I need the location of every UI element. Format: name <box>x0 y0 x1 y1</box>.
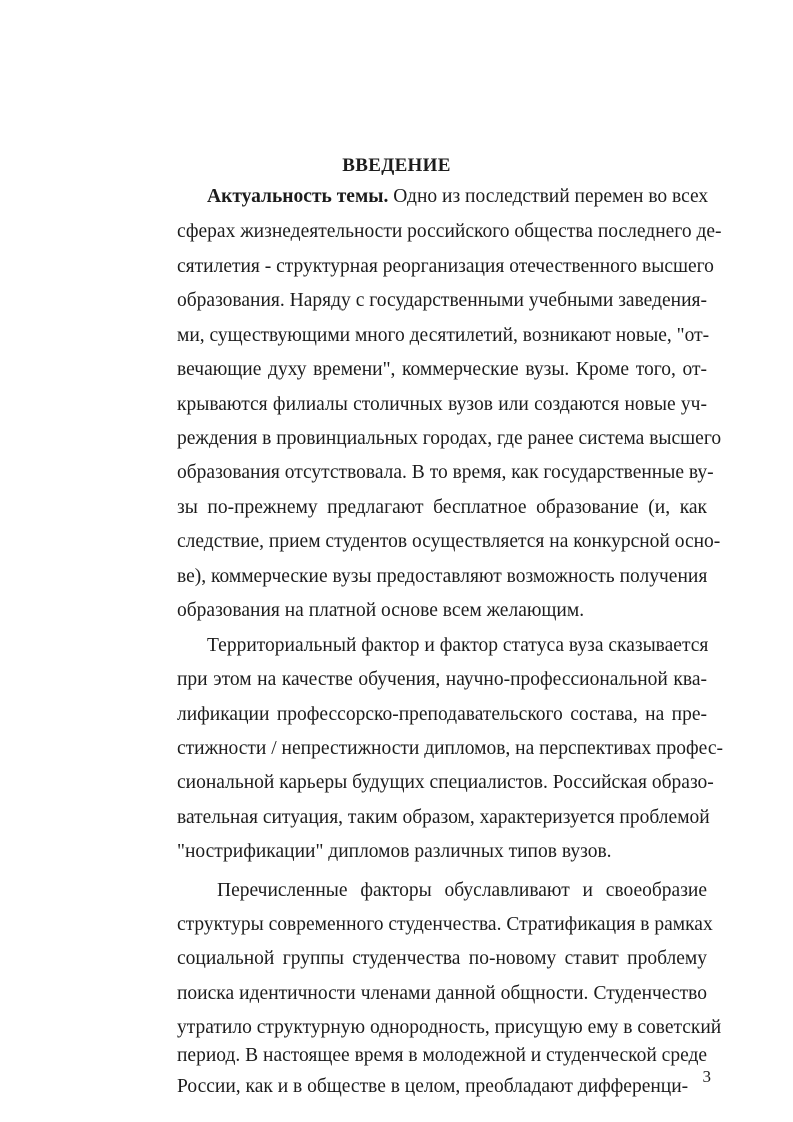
paragraph-2-line-1: Территориальный фактор и фактор статуса вуза сказывается <box>207 635 709 656</box>
page-heading: ВВЕДЕНИЕ <box>342 155 451 176</box>
paragraph-3-line-6: период. В настоящее время в молодежной и студенческой среде <box>177 1045 708 1066</box>
paragraph-1-line-7: крываются филиалы столичных вузов или создаются новые уч- <box>177 394 707 415</box>
paragraph-3-line-2: структуры современного студенчества. Стратификация в рамках <box>177 914 713 935</box>
paragraph-1-line-5: ми, существующими много десятилетий, возникают новые, "от- <box>177 325 710 346</box>
page-number: 3 <box>702 1067 711 1086</box>
paragraph-1-line-1-text: Одно из последствий перемен во всех <box>393 186 709 207</box>
paragraph-3-line-4: поиска идентичности членами данной общности. Студенчество <box>177 983 707 1004</box>
paragraph-2-line-4: стижности / непрестижности дипломов, на перспективах профес- <box>177 738 723 759</box>
paragraph-2-line-7: "нострификации" дипломов различных типов вузов. <box>177 841 612 862</box>
paragraph-2-line-6: вательная ситуация, таким образом, характеризуется проблемой <box>177 807 710 828</box>
paragraph-1-line-9: образования отсутствовала. В то время, как государственные ву- <box>177 462 714 483</box>
paragraph-2-line-3: лификации профессорско-преподавательского состава, на пре- <box>177 704 707 725</box>
paragraph-1-line-3: сятилетия - структурная реорганизация отечественного высшего <box>177 256 714 277</box>
paragraph-1-line-1 <box>207 182 707 212</box>
paragraph-1-line-12: ве), коммерческие вузы предоставляют возможность получения <box>177 566 708 587</box>
paragraph-3-line-1: Перечисленные факторы обуславливают и своеобразие <box>217 880 707 901</box>
paragraph-2-line-2: при этом на качестве обучения, научно-профессиональной ква- <box>177 669 707 690</box>
paragraph-1-lead: Актуальность темы. <box>207 186 389 207</box>
paragraph-3-line-3: социальной группы студенчества по-новому ставит проблему <box>177 948 707 969</box>
paragraph-1-line-4: образования. Наряду с государственными учебными заведения- <box>177 290 707 311</box>
paragraph-1-line-6: вечающие духу времени", коммерческие вузы. Кроме того, от- <box>177 359 707 380</box>
paragraph-1-line-8: реждения в провинциальных городах, где ранее система высшего <box>177 428 722 449</box>
paragraph-3-line-7: России, как и в обществе в целом, преобладают дифференци- <box>177 1076 689 1097</box>
paragraph-2-line-5: сиональной карьеры будущих специалистов. Российская образо- <box>177 772 714 793</box>
paragraph-1-line-13: образования на платной основе всем желающим. <box>177 600 585 621</box>
paragraph-1-line-11: следствие, прием студентов осуществляется на конкурсной осно- <box>177 531 721 552</box>
paragraph-3-line-5: утратило структурную однородность, присущую ему в советский <box>177 1017 722 1038</box>
paragraph-1-line-10: зы по-прежнему предлагают бесплатное образование (и, как <box>177 497 707 518</box>
paragraph-1-line-2: сферах жизнедеятельности российского общества последнего де- <box>177 221 722 242</box>
